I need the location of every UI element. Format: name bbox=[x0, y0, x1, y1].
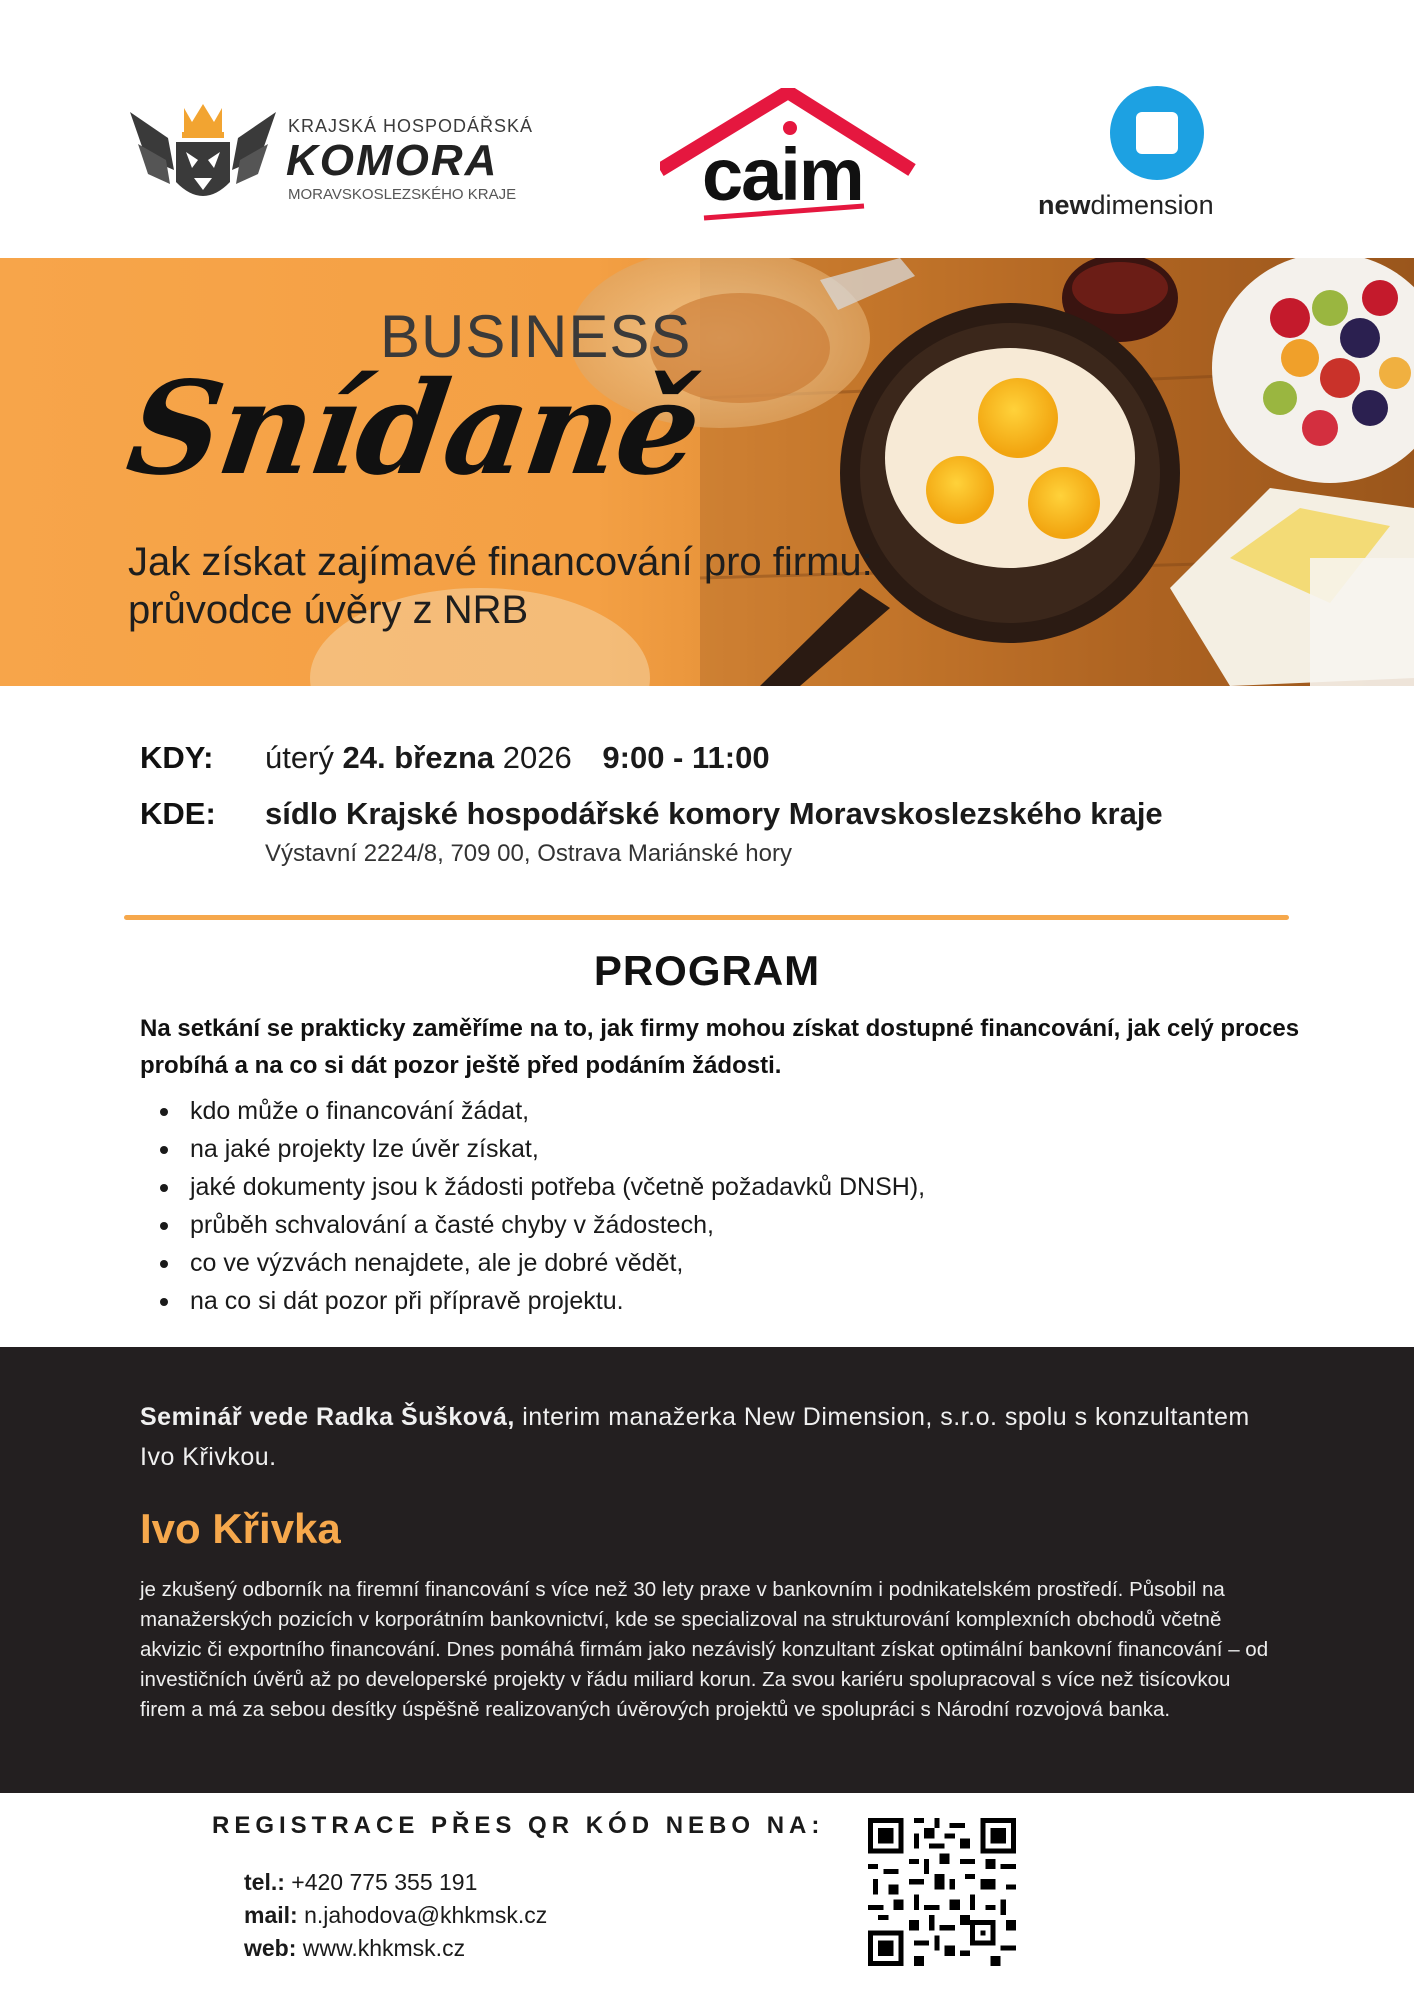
qr-code-icon[interactable] bbox=[868, 1818, 1016, 1966]
newdimension-logo bbox=[1038, 86, 1278, 236]
contact-web bbox=[244, 1932, 547, 1965]
list-item: kdo může o financování žádat, bbox=[160, 1092, 925, 1130]
newdimension-circle-icon bbox=[1110, 86, 1204, 180]
web-label: web: bbox=[244, 1935, 297, 1961]
when-year: 2026 bbox=[502, 740, 572, 775]
tel-value: +420 775 355 191 bbox=[284, 1869, 478, 1895]
when-day: úterý bbox=[265, 740, 334, 775]
when-date: 24. března bbox=[342, 740, 495, 775]
newdimension-square-icon bbox=[1136, 112, 1178, 154]
lion-crest-icon bbox=[128, 98, 278, 218]
where-address: Výstavní 2224/8, 709 00, Ostrava Mariánské hory bbox=[265, 840, 792, 867]
logo-header bbox=[0, 0, 1414, 258]
khk-name-line2: KOMORA bbox=[286, 136, 499, 185]
speaker-lead-bold: Seminář vede Radka Šušková, bbox=[140, 1403, 515, 1431]
banner-subtitle: Jak získat zajímavé financování pro firmu: průvodce úvěry z NRB bbox=[128, 540, 873, 632]
contact-info bbox=[244, 1866, 547, 1965]
newdimension-wordmark-bold: new bbox=[1038, 190, 1091, 220]
list-item: co ve výzvách nenajdete, ale je dobré vědět, bbox=[160, 1244, 925, 1282]
speaker-name: Ivo Křivka bbox=[140, 1505, 341, 1552]
newdimension-wordmark-regular: dimension bbox=[1090, 190, 1214, 220]
when-label: KDY: bbox=[140, 740, 214, 775]
speaker-lead-rest: interim manažerka New Dimension, s.r.o. spolu s konzultantem Ivo Křivkou. bbox=[140, 1403, 1250, 1471]
section-divider bbox=[124, 915, 1289, 920]
list-item: na jaké projekty lze úvěr získat, bbox=[160, 1130, 925, 1168]
program-list bbox=[160, 1092, 925, 1320]
mail-value[interactable]: n.jahodova@khkmsk.cz bbox=[297, 1902, 548, 1928]
caim-logo bbox=[660, 88, 920, 223]
list-item: průběh schvalování a časté chyby v žádostech, bbox=[160, 1206, 925, 1244]
khk-name-line3: MORAVSKOSLEZSKÉHO KRAJE bbox=[288, 186, 517, 203]
tel-label: tel.: bbox=[244, 1869, 285, 1895]
caim-wordmark: caim bbox=[702, 133, 863, 216]
hero-banner bbox=[0, 258, 1414, 686]
where-label: KDE: bbox=[140, 796, 216, 831]
list-item: jaké dokumenty jsou k žádosti potřeba (včetně požadavků DNSH), bbox=[160, 1168, 925, 1206]
speaker-section bbox=[0, 1347, 1414, 1793]
program-intro: Na setkání se prakticky zaměříme na to, jak firmy mohou získat dostupné financování, jak celý proces probíhá a na co si dát pozor ještě před podáním žádosti. bbox=[140, 1015, 1300, 1079]
program-title: PROGRAM bbox=[593, 947, 821, 994]
list-item: na co si dát pozor při přípravě projektu. bbox=[160, 1282, 925, 1320]
khk-name-line1: KRAJSKÁ HOSPODÁŘSKÁ bbox=[288, 116, 534, 136]
where-place: sídlo Krajské hospodářské komory Moravskoslezského kraje bbox=[265, 796, 1163, 831]
contact-tel bbox=[244, 1866, 547, 1899]
khk-logo bbox=[128, 98, 534, 218]
banner-business-label: BUSINESS bbox=[380, 303, 692, 370]
mail-label: mail: bbox=[244, 1902, 298, 1928]
banner-title: Snídaně bbox=[119, 354, 708, 504]
web-value[interactable]: www.khkmsk.cz bbox=[296, 1935, 466, 1961]
when-time: 9:00 - 11:00 bbox=[602, 740, 770, 775]
newdimension-wordmark bbox=[1038, 190, 1214, 221]
speaker-bio: je zkušený odborník na firemní financování s více než 30 lety praxe v bankovním i podnikatelském prostředí. Působil na manažerských pozicích v korporátním bankovnictví, kde se specializoval na strukturování komplexních obchodů včetně akvizic či exportního financování. Dnes pomáhá firmám jako nezávislý konzultant získat optimální bankovní financování – od investičních úvěrů až po developerské projekty v řádu miliard korun. Za svou kariéru spolupracoval s více než tisícovkou firem a má za sebou desítky úspěšně realizovaných úvěrových projektů ve spolupráci s Národní rozvojová banka. bbox=[140, 1578, 1269, 1721]
speaker-lead bbox=[140, 1397, 1290, 1477]
contact-mail bbox=[244, 1899, 547, 1932]
registration-title: REGISTRACE PŘES QR KÓD NEBO NA: bbox=[212, 1812, 825, 1839]
when-value bbox=[265, 740, 770, 776]
